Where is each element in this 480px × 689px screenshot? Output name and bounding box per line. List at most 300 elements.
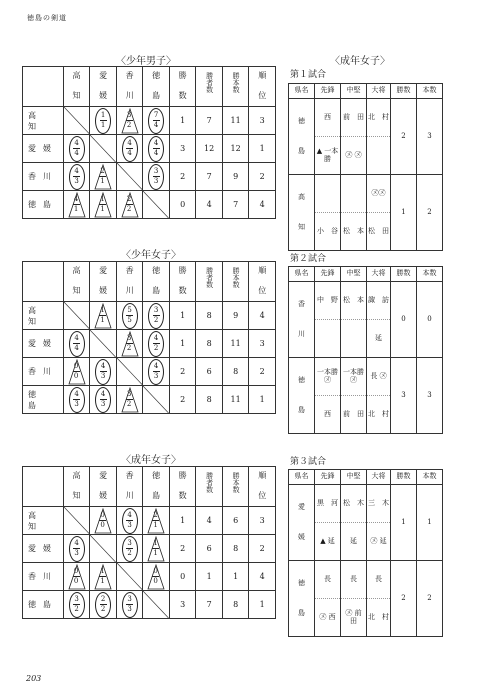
- wins-cell: 3: [391, 358, 417, 434]
- self-cell: [116, 563, 143, 591]
- column-header-text: [223, 72, 249, 100]
- column-header: [249, 67, 276, 107]
- player-bottom: ▲ 延: [315, 523, 341, 561]
- loss-triangle: [70, 361, 83, 383]
- stat-cell: 4: [249, 302, 276, 330]
- win-oval: [122, 136, 138, 162]
- score-top: 3: [126, 111, 132, 119]
- triangle-wrap: [68, 359, 86, 385]
- score-wrap: [143, 108, 169, 134]
- score-wrap: [117, 108, 143, 134]
- score-cell: [143, 358, 170, 386]
- column-header-text: [64, 267, 90, 295]
- score-cell: [63, 330, 90, 358]
- points-cell: 1: [417, 485, 443, 561]
- points-cell: 2: [417, 561, 443, 637]
- score-wrap: [64, 592, 90, 618]
- stat-cell: 11: [222, 330, 249, 358]
- score-wrap: [90, 564, 116, 590]
- player-top: 松 木: [341, 485, 367, 523]
- column-header: [196, 467, 223, 507]
- score-wrap: [117, 508, 143, 534]
- win-oval: [122, 536, 138, 562]
- score-top: 4: [74, 390, 79, 398]
- player-bottom: 延: [367, 320, 391, 358]
- row-label: 香川: [23, 358, 64, 386]
- stat-cell: 2: [249, 535, 276, 563]
- self-cell: [116, 163, 143, 191]
- header-char: 数: [178, 286, 187, 295]
- score-bottom: 3: [153, 177, 159, 185]
- stat-cell: 7: [196, 107, 223, 135]
- win-oval: [122, 592, 138, 618]
- header-char: 数: [178, 91, 187, 100]
- win-oval: [95, 359, 111, 385]
- score-wrap: [64, 387, 90, 413]
- match-header-cell: 中堅: [341, 470, 367, 485]
- column-header: [249, 262, 276, 302]
- running-header: 徳島の剣道: [27, 14, 67, 22]
- win-oval: [95, 387, 111, 413]
- player-top: 中 野: [315, 282, 341, 320]
- header-char: 勝者数: [205, 72, 214, 93]
- self-cell: [63, 107, 90, 135]
- column-header-text: [143, 472, 169, 500]
- match-header-cell: 先鋒: [315, 470, 341, 485]
- stat-cell: 2: [169, 535, 196, 563]
- triangle-wrap: [94, 564, 112, 590]
- score-cell: [63, 386, 90, 414]
- score-bottom: 2: [126, 205, 132, 213]
- data-row: [23, 507, 276, 535]
- prefecture-cell: [289, 485, 315, 561]
- header-char: 島: [152, 286, 161, 295]
- diagonal-line: [64, 507, 90, 534]
- score-top: 3: [127, 539, 132, 547]
- score-top: 0: [153, 567, 158, 575]
- score-top: 4: [127, 139, 132, 147]
- score-top: 4: [74, 539, 79, 547]
- data-row: [23, 107, 276, 135]
- header-char: 島: [152, 91, 161, 100]
- score-cell: [90, 563, 117, 591]
- triangle-wrap: [147, 536, 165, 562]
- score-cell: [116, 107, 143, 135]
- stat-cell: 7: [196, 163, 223, 191]
- score-top: 4: [74, 167, 79, 175]
- column-header-text: [223, 267, 249, 295]
- prefecture-char: 香: [298, 300, 305, 309]
- loss-triangle: [70, 194, 83, 216]
- score-bottom: 0: [153, 577, 158, 585]
- row-label: 高 知: [23, 107, 64, 135]
- player-top: 松 本: [341, 282, 367, 320]
- column-header: [222, 467, 249, 507]
- loss-triangle: [149, 510, 162, 532]
- win-oval: [148, 164, 164, 190]
- stat-cell: 12: [222, 135, 249, 163]
- score-cell: [116, 591, 143, 619]
- score-cell: [90, 302, 117, 330]
- win-oval: [95, 592, 111, 618]
- team-row-top: [289, 282, 443, 320]
- diagonal-line: [64, 107, 90, 134]
- stat-cell: 4: [249, 191, 276, 219]
- player-bottom: 西: [315, 396, 341, 434]
- player-top: [315, 175, 341, 213]
- column-header-text: [170, 472, 196, 500]
- triangle-wrap: [94, 164, 112, 190]
- score-wrap: [143, 303, 169, 329]
- loss-triangle: [123, 194, 136, 216]
- score-top: 5: [127, 306, 132, 314]
- column-header: [196, 67, 223, 107]
- score-top: 0: [73, 567, 79, 575]
- score-bottom: 1: [153, 549, 158, 557]
- stat-cell: 4: [196, 191, 223, 219]
- triangle-wrap: [121, 387, 139, 413]
- win-oval: [69, 536, 85, 562]
- round-robin-table-girls: [22, 261, 276, 414]
- header-row: [23, 467, 276, 507]
- column-header-text: [117, 267, 143, 295]
- stat-cell: 3: [169, 135, 196, 163]
- team-row-top: [289, 175, 443, 213]
- stat-cell: 2: [249, 358, 276, 386]
- player-bottom: [315, 320, 341, 358]
- row-label: 香川: [23, 163, 64, 191]
- player-bottom: [367, 137, 391, 175]
- win-oval: [69, 136, 85, 162]
- score-wrap: [117, 136, 143, 162]
- stat-cell: 9: [222, 302, 249, 330]
- column-header: [116, 67, 143, 107]
- column-header: [116, 262, 143, 302]
- player-bottom: ㋱ 西: [315, 599, 341, 637]
- score-bottom: 2: [153, 344, 159, 352]
- loss-triangle: [149, 538, 162, 560]
- score-bottom: 1: [100, 577, 105, 585]
- match-header-cell: 先鋒: [315, 267, 341, 282]
- score-top: 2: [100, 595, 106, 603]
- score-cell: [90, 386, 117, 414]
- self-cell: [63, 302, 90, 330]
- score-cell: [143, 135, 170, 163]
- score-cell: [63, 535, 90, 563]
- data-row: [23, 591, 276, 619]
- corner-cell: [23, 67, 64, 107]
- column-header-text: [249, 267, 275, 295]
- score-wrap: [143, 564, 169, 590]
- match-header-cell: 大将: [367, 470, 391, 485]
- score-wrap: [90, 387, 116, 413]
- player-bottom: ㋱ 前 田: [341, 599, 367, 637]
- score-wrap: [117, 192, 143, 218]
- score-wrap: [90, 108, 116, 134]
- column-header: [222, 262, 249, 302]
- score-bottom: 3: [100, 400, 106, 408]
- score-top: 4: [153, 139, 159, 147]
- row-label: 香川: [23, 563, 64, 591]
- round-robin-title-women: 〈成年女子〉: [121, 455, 181, 466]
- data-row: [23, 535, 276, 563]
- player-top: 北 村: [367, 99, 391, 137]
- header-char: 順: [258, 266, 267, 275]
- header-char: 位: [258, 91, 267, 100]
- seinen-title: 〈成年女子〉: [330, 56, 390, 67]
- column-header: [143, 467, 170, 507]
- column-header: [116, 467, 143, 507]
- data-row: [23, 302, 276, 330]
- player-bottom: 前 田: [341, 396, 367, 434]
- score-top: 1: [100, 567, 105, 575]
- score-wrap: [143, 508, 169, 534]
- score-wrap: [64, 564, 90, 590]
- column-header: [90, 262, 117, 302]
- player-bottom: 松 田: [367, 213, 391, 251]
- triangle-wrap: [68, 564, 86, 590]
- match-header-cell: 本数: [417, 84, 443, 99]
- score-top: 3: [126, 334, 132, 342]
- header-row: [23, 262, 276, 302]
- score-cell: [90, 591, 117, 619]
- stat-cell: 1: [169, 507, 196, 535]
- header-char: 位: [258, 491, 267, 500]
- player-bottom: 北 村: [367, 396, 391, 434]
- win-oval: [148, 136, 164, 162]
- stat-cell: 8: [222, 535, 249, 563]
- round-robin-table-women: [22, 466, 276, 619]
- score-bottom: 1: [100, 177, 105, 185]
- score-cell: [90, 507, 117, 535]
- stat-cell: 4: [196, 507, 223, 535]
- header-char: 勝: [178, 471, 187, 480]
- stat-cell: 8: [196, 302, 223, 330]
- player-top: 前 田: [341, 99, 367, 137]
- data-row: [23, 330, 276, 358]
- row-label: 愛媛: [23, 135, 64, 163]
- win-oval: [148, 331, 164, 357]
- score-cell: [143, 563, 170, 591]
- score-cell: [116, 135, 143, 163]
- score-wrap: [90, 164, 116, 190]
- score-top: 4: [74, 139, 79, 147]
- score-wrap: [143, 331, 169, 357]
- stat-cell: 1: [169, 302, 196, 330]
- match-header-cell: 中堅: [341, 267, 367, 282]
- diagonal-line: [90, 330, 116, 357]
- score-wrap: [90, 508, 116, 534]
- score-wrap: [143, 164, 169, 190]
- page-number: 203: [26, 674, 42, 683]
- win-oval: [148, 303, 164, 329]
- score-bottom: 3: [100, 372, 106, 380]
- match-2-title: 第２試合: [290, 254, 327, 264]
- column-header: [169, 67, 196, 107]
- score-top: 1: [153, 539, 158, 547]
- header-char: 川: [125, 91, 134, 100]
- row-label: 徳島: [23, 191, 64, 219]
- score-bottom: 2: [126, 400, 132, 408]
- match-header-cell: 先鋒: [315, 84, 341, 99]
- column-header: [222, 67, 249, 107]
- header-char: 高: [72, 266, 81, 275]
- stat-cell: 0: [169, 191, 196, 219]
- corner-cell: [23, 467, 64, 507]
- team-row-top: [289, 485, 443, 523]
- loss-triangle: [96, 510, 109, 532]
- player-bottom: ㋱ ㋱: [341, 137, 367, 175]
- points-cell: 0: [417, 282, 443, 358]
- loss-triangle: [123, 110, 136, 132]
- header-char: 媛: [99, 286, 108, 295]
- match-3-table: [288, 469, 443, 637]
- score-top: 3: [74, 595, 79, 603]
- loss-triangle: [96, 566, 109, 588]
- score-bottom: 2: [153, 316, 159, 324]
- triangle-wrap: [94, 303, 112, 329]
- score-top: 1: [100, 306, 105, 314]
- wins-cell: 1: [391, 175, 417, 251]
- score-bottom: 2: [100, 605, 106, 613]
- score-wrap: [117, 303, 143, 329]
- score-bottom: 0: [73, 372, 79, 380]
- diagonal-line: [90, 135, 116, 162]
- stat-cell: 8: [196, 330, 223, 358]
- score-cell: [116, 507, 143, 535]
- score-top: 4: [100, 362, 106, 370]
- diagonal-line: [143, 386, 169, 413]
- score-top: 4: [153, 362, 159, 370]
- column-header: [90, 67, 117, 107]
- score-cell: [90, 191, 117, 219]
- score-wrap: [64, 331, 90, 357]
- header-char: 川: [125, 286, 134, 295]
- score-top: 4: [100, 390, 106, 398]
- column-header-text: [196, 472, 222, 500]
- score-bottom: 1: [100, 121, 106, 129]
- score-top: 3: [153, 167, 159, 175]
- wins-cell: 2: [391, 99, 417, 175]
- score-cell: [116, 302, 143, 330]
- player-top: 黒 河: [315, 485, 341, 523]
- column-header: [169, 467, 196, 507]
- diagonal-line: [117, 358, 143, 385]
- round-robin-table-boys: [22, 66, 276, 219]
- score-top: 3: [127, 595, 132, 603]
- score-cell: [63, 135, 90, 163]
- score-wrap: [90, 359, 116, 385]
- header-char: 勝本数: [232, 472, 241, 493]
- loss-triangle: [149, 566, 162, 588]
- score-cell: [143, 163, 170, 191]
- player-top: 長: [367, 561, 391, 599]
- score-cell: [143, 535, 170, 563]
- diagonal-line: [64, 302, 90, 329]
- match-header-cell: 県名: [289, 470, 315, 485]
- stat-cell: 6: [196, 535, 223, 563]
- score-wrap: [117, 536, 143, 562]
- round-robin-title-boys: 〈少年男子〉: [116, 56, 176, 67]
- stat-cell: 1: [249, 386, 276, 414]
- match-header-cell: 勝数: [391, 84, 417, 99]
- triangle-wrap: [121, 108, 139, 134]
- column-header-text: [117, 72, 143, 100]
- data-row: [23, 386, 276, 414]
- player-top: 西: [315, 99, 341, 137]
- triangle-wrap: [94, 508, 112, 534]
- win-oval: [69, 387, 85, 413]
- score-wrap: [143, 136, 169, 162]
- points-cell: 3: [417, 358, 443, 434]
- stat-cell: 6: [196, 358, 223, 386]
- self-cell: [63, 507, 90, 535]
- score-cell: [143, 302, 170, 330]
- triangle-wrap: [94, 192, 112, 218]
- header-char: 知: [72, 91, 81, 100]
- column-header: [196, 262, 223, 302]
- header-char: 徳: [152, 266, 161, 275]
- score-wrap: [90, 592, 116, 618]
- corner-cell: [23, 262, 64, 302]
- match-1-table: [288, 83, 443, 251]
- player-top: 三 木: [367, 485, 391, 523]
- score-cell: [63, 163, 90, 191]
- column-header-text: [90, 72, 116, 100]
- score-bottom: 0: [100, 521, 105, 529]
- triangle-wrap: [121, 331, 139, 357]
- stat-cell: 2: [249, 163, 276, 191]
- score-top: 1: [100, 111, 106, 119]
- score-wrap: [64, 536, 90, 562]
- column-header-text: [143, 267, 169, 295]
- column-header-text: [249, 72, 275, 100]
- header-char: 島: [152, 491, 161, 500]
- stat-cell: 11: [222, 386, 249, 414]
- column-header: [63, 262, 90, 302]
- loss-triangle: [123, 389, 136, 411]
- score-wrap: [64, 192, 90, 218]
- stat-cell: 8: [222, 358, 249, 386]
- header-char: 勝: [178, 71, 187, 80]
- score-bottom: 1: [100, 205, 105, 213]
- score-cell: [116, 535, 143, 563]
- score-bottom: 2: [126, 121, 132, 129]
- score-cell: [116, 191, 143, 219]
- triangle-wrap: [147, 564, 165, 590]
- prefecture-cell: [289, 99, 315, 175]
- column-header-text: [196, 72, 222, 100]
- match-header-cell: 県名: [289, 84, 315, 99]
- row-label: 高 知: [23, 507, 64, 535]
- score-bottom: 2: [127, 549, 132, 557]
- prefecture-char: 愛: [298, 503, 305, 512]
- header-char: 愛: [99, 471, 108, 480]
- prefecture-char: 知: [298, 222, 305, 231]
- player-top: [341, 175, 367, 213]
- prefecture-char: 島: [298, 405, 305, 414]
- prefecture-cell: [289, 175, 315, 251]
- score-top: 1: [100, 195, 105, 203]
- match-header-cell: 勝数: [391, 267, 417, 282]
- column-header-text: [64, 72, 90, 100]
- self-cell: [90, 330, 117, 358]
- prefecture-cell: [289, 561, 315, 637]
- score-bottom: 3: [74, 400, 79, 408]
- score-top: 3: [126, 390, 132, 398]
- team-row-top: [289, 99, 443, 137]
- match-header-cell: 中堅: [341, 84, 367, 99]
